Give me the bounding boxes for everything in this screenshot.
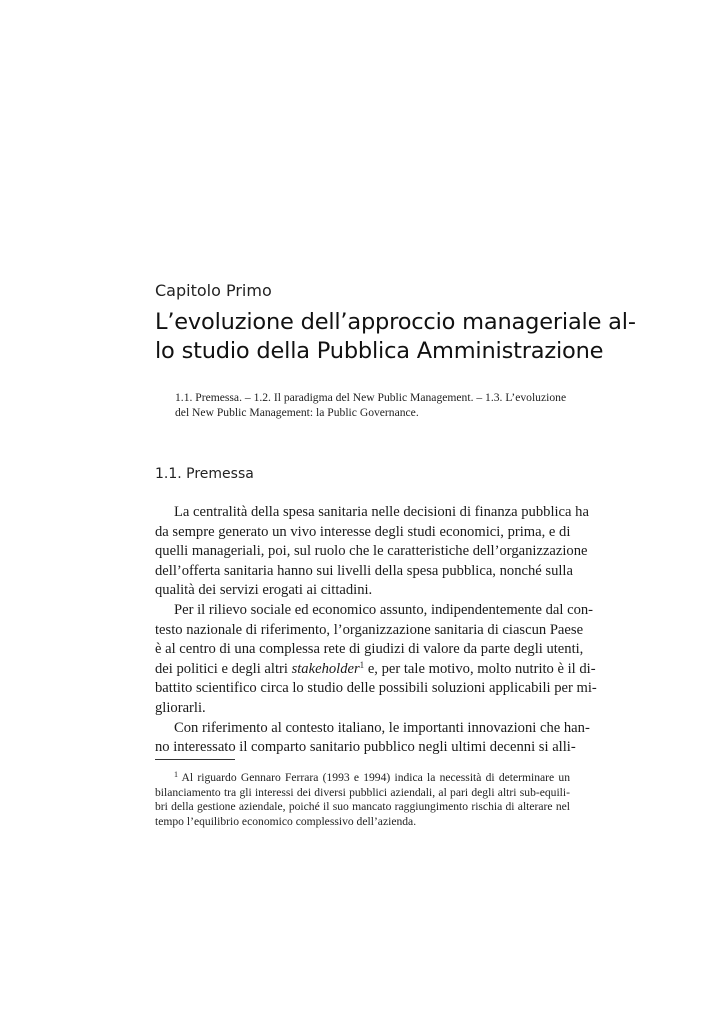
text-segment: dei politici e degli altri [155,660,292,677]
footnote-divider [155,759,235,760]
footnote-line: bri della gestione aziendale, poiché il suo mancato raggiungimento rischia di alterare nel [155,800,570,814]
paragraph-line: La centralità della spesa sanitaria nelle decisioni di finanza pubblica ha [174,504,589,520]
paragraph-line: testo nazionale di riferimento, l’organizzazione sanitaria di ciascun Paese [155,621,584,638]
italic-term: stakeholder [291,660,360,677]
paragraph-line: Per il rilievo sociale ed economico assunto, indipendentemente dal con- [174,601,594,618]
summary-line: 1.1. Premessa. – 1.2. Il paradigma del New Public Management. – 1.3. L’evoluzione [175,391,567,404]
footnote-line: tempo l’equilibrio economico complessivo dell’azienda. [155,814,417,828]
chapter-summary [175,390,570,420]
chapter-title [155,308,636,366]
body-text [155,503,597,758]
chapter-label: Capitolo Primo [155,281,272,300]
paragraph-line: dell’offerta sanitaria hanno sui livelli della spesa pubblica, nonché sulla [155,562,573,579]
footnote-reference[interactable]: 1 [359,659,365,670]
text-segment: Al riguardo Gennaro Ferrara (1993 e 1994) indica la necessità di determinare un [178,771,570,784]
text-segment: e, per tale motivo, molto nutrito è il di- [364,660,596,677]
paragraph-line: battito scientifico circa lo studio delle possibili soluzioni applicabili per mi- [155,680,597,697]
footnote-marker: 1 [174,770,178,779]
chapter-title-line: L’evoluzione dell’approccio manageriale al- [155,309,636,335]
paragraph-line: Con riferimento al contesto italiano, le importanti innovazioni che han- [174,719,590,736]
section-heading: 1.1. Premessa [155,466,254,482]
paragraph-line: quelli manageriali, poi, sul ruolo che le caratteristiche dell’organizzazione [155,543,588,560]
footnote-line [155,771,570,786]
footnote-line: bilanciamento tra gli interessi dei diversi pubblici aziendali, al pari degli altri sub-equili- [155,785,570,799]
paragraph-line: gliorarli. [155,699,206,716]
summary-line: del New Public Management: la Public Governance. [175,406,419,419]
paragraph-line [155,659,596,680]
paragraph-line: no interessato il comparto sanitario pubblico negli ultimi decenni si alli- [155,739,576,756]
paragraph-line: qualità dei servizi erogati ai cittadini. [155,582,373,599]
paragraph-line: da sempre generato un vivo interesse degli studi economici, prima, e di [155,523,571,540]
footnote [155,771,570,829]
chapter-title-line: lo studio della Pubblica Amministrazione [155,338,604,364]
paragraph-line: è al centro di una complessa rete di giudizi di valore da parte degli utenti, [155,641,584,658]
